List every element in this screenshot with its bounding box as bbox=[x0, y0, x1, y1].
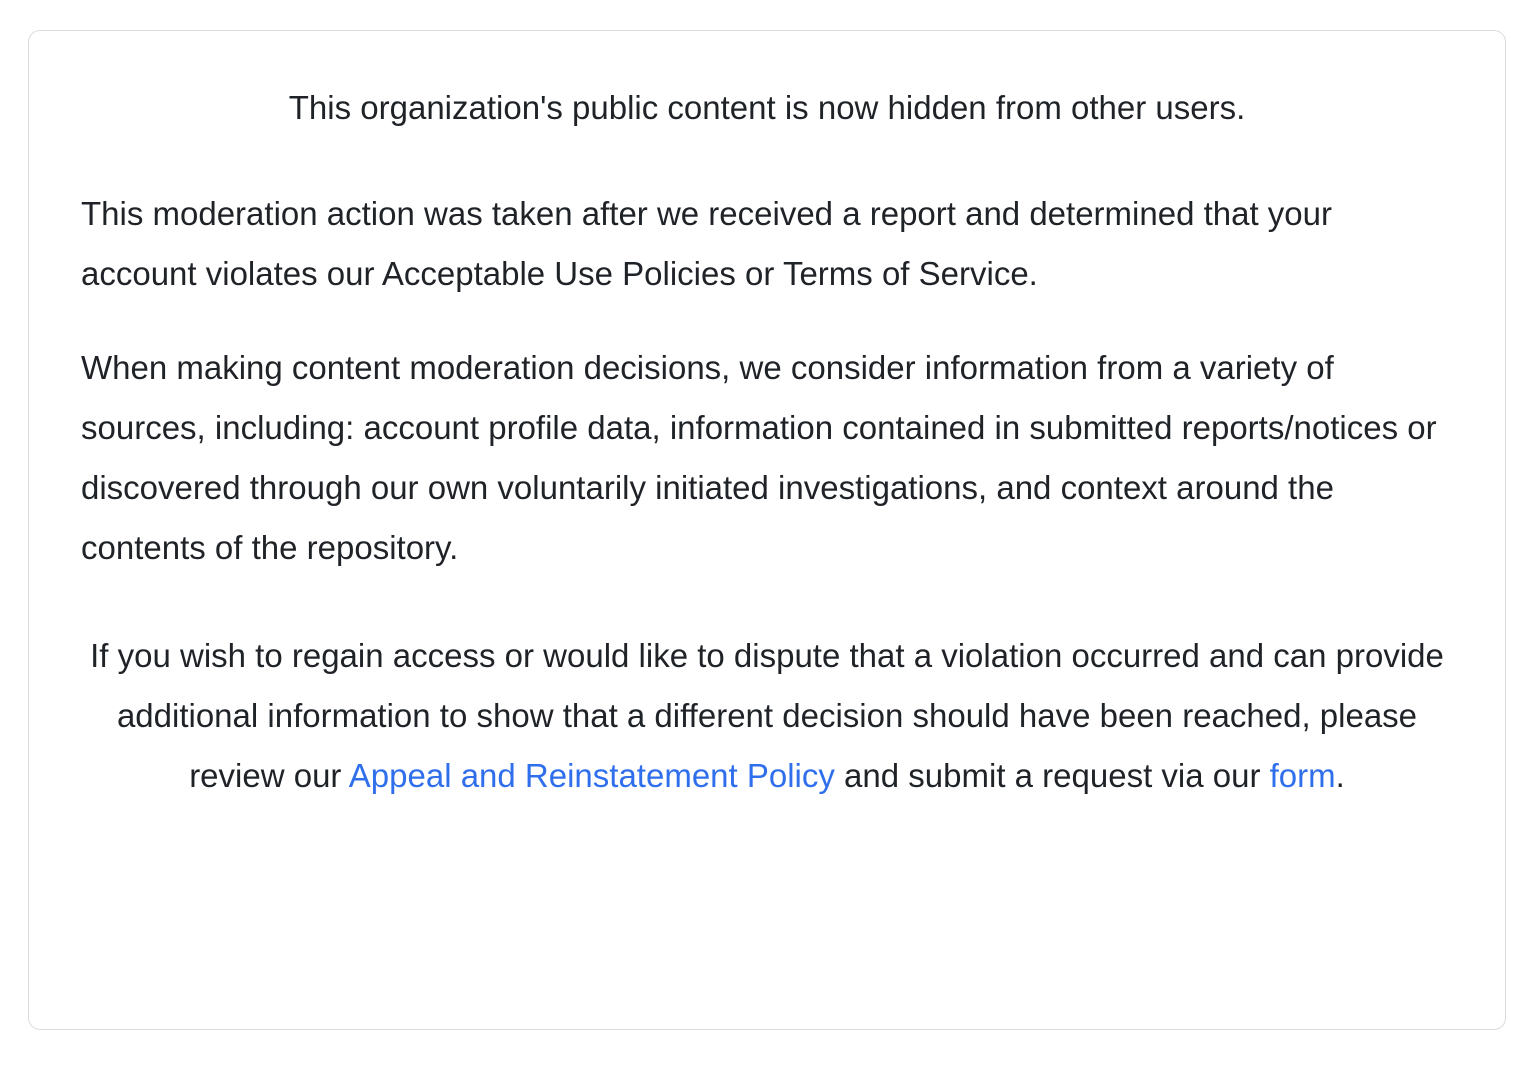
appeal-text-after-link: . bbox=[1335, 757, 1345, 795]
notice-paragraph-reason: This moderation action was taken after we received a report and determined that your account violates our Acceptable Use Policies or Terms of Service. bbox=[81, 194, 1333, 292]
moderation-notice-card bbox=[28, 30, 1506, 1030]
appeal-text-before-link: If you wish to regain access or would like to dispute that a violation occurred and can provide additional information to show that a different decision should have been reached, please review our bbox=[90, 637, 1444, 795]
appeal-and-reinstatement-policy-link[interactable]: Appeal and Reinstatement Policy bbox=[348, 757, 835, 795]
notice-headline: This organization's public content is now hidden from other users. bbox=[288, 89, 1246, 126]
notice-paragraph-sources: When making content moderation decisions, we consider information from a variety of sources, including: account profile data, information contained in submitted reports/notices or discovered through our own voluntarily initiated investigations, and context around the contents of the repository. bbox=[81, 348, 1437, 567]
appeal-form-link[interactable]: form bbox=[1269, 757, 1336, 795]
notice-paragraph-appeal bbox=[81, 626, 1453, 806]
appeal-text-between-links: and submit a request via our bbox=[834, 757, 1270, 795]
